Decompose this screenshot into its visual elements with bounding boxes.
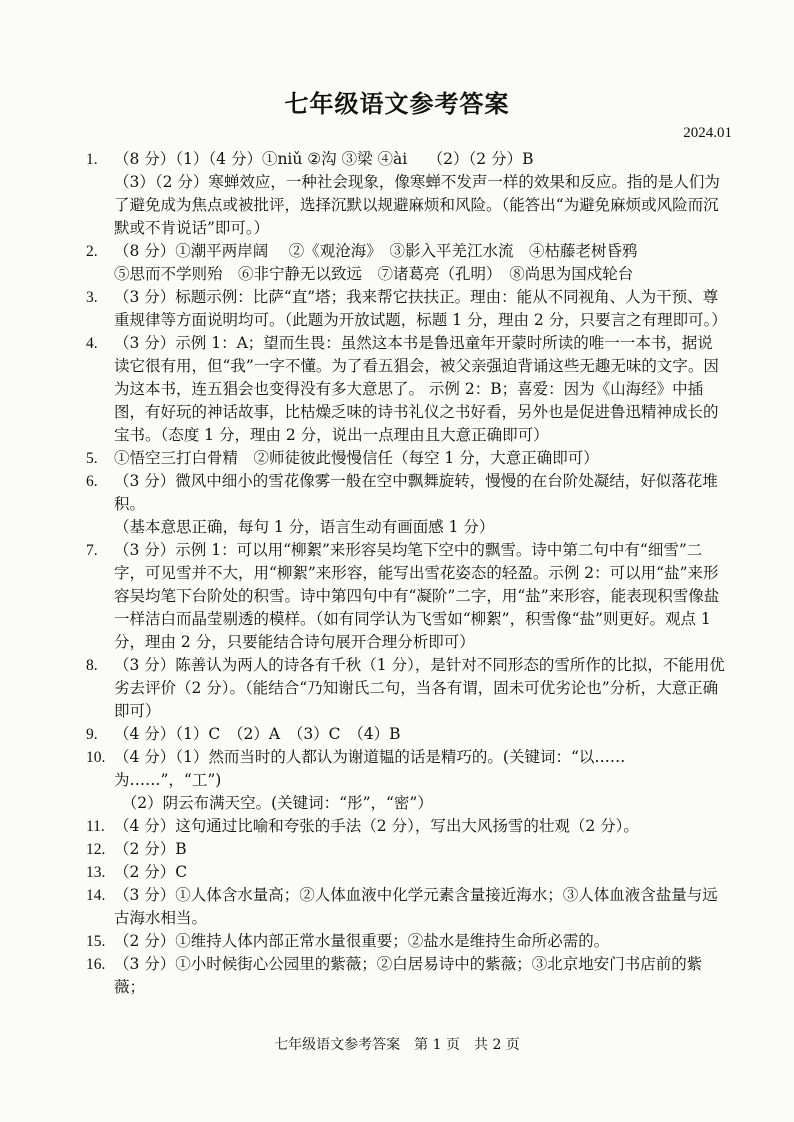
item-text: ①悟空三打白骨精 ②师徒彼此慢慢信任（每空 1 分，大意正确即可） xyxy=(114,449,599,467)
item-number: 10. xyxy=(86,749,106,766)
item-text: （3 分）微风中细小的雪花像雾一般在空中飘舞旋转，慢慢的在台阶处凝结，好似落花堆积。 xyxy=(114,472,718,513)
item-number: 14. xyxy=(86,887,106,904)
item-text: ⑤思而不学则殆 ⑥非宁静无以致远 ⑦诸葛亮（孔明） ⑧尚思为国戍轮台 xyxy=(114,265,634,283)
page-title: 七年级语文参考答案 xyxy=(284,90,510,118)
item-text: （3）（2 分）寒蝉效应，一种社会现象，像寒蝉不发声一样的效果和反应。指的是人们为了避免成为焦点或被批评，选择沉默以规避麻烦和风险。（能答出“为避免麻烦或风险而沉默或不肯说话”即可。） xyxy=(114,173,720,237)
item-number: 6. xyxy=(86,473,98,490)
item-text: （3 分）标题示例：比萨“直”塔；我来帮它扶扶正。理由：能从不同视角、人为干预、尊重规律等方面说明均可。（此题为开放试题，标题 1 分，理由 2 分，只要言之有理即可。） xyxy=(114,288,727,329)
item-text: （3 分）①小时候街心公园里的紫薇；②白居易诗中的紫薇；③北京地安门书店前的紫薇； xyxy=(114,955,703,996)
answer-item-9 xyxy=(86,723,726,746)
item-number: 3. xyxy=(86,289,98,306)
answer-item-13 xyxy=(86,861,726,884)
answer-item-15 xyxy=(86,930,726,953)
answer-item-16 xyxy=(86,953,726,999)
item-text: （2 分）B xyxy=(114,840,187,858)
item-text: （2 分）C xyxy=(114,863,188,881)
answer-list xyxy=(86,148,726,999)
item-text: （8 分）（1）（4 分）①niǔ ②沟 ③梁 ④ài （2）（2 分）B xyxy=(114,150,534,168)
answer-item-2 xyxy=(86,240,726,286)
item-number: 16. xyxy=(86,956,106,973)
item-text: （2 分）①维持人体内部正常水量很重要；②盐水是维持生命所必需的。 xyxy=(114,932,610,950)
item-number: 13. xyxy=(86,864,106,881)
item-number: 5. xyxy=(86,450,98,467)
item-text: （3 分）示例 1：A；望而生畏：虽然这本书是鲁迅童年开蒙时所读的唯一一本书，据说读它很有用，但“我”一字不懂。为了看五猖会，被父亲强迫背诵这些无趣无味的文字。因为这本书，连五猖会也变得没有多大意思了。 示例 2：B；喜爱：因为《山海经》中插图，有好玩的神话故事，比枯燥乏味的诗书礼仪之书好看，另外也是促进鲁迅精神成长的宝书。（态度 1 分，理由 2 分，说出一点理由且大意正确即可） xyxy=(114,334,719,444)
item-number: 7. xyxy=(86,542,98,559)
item-text: （3 分）陈善认为两人的诗各有千秋（1 分），是针对不同形态的雪所作的比拟，不能用优劣去评价（2 分）。（能结合“乃知谢氏二句，当各有谓，固未可优劣论也”分析，大意正确即可） xyxy=(114,656,725,720)
item-text: （3 分）示例 1：可以用“柳絮”来形容吴均笔下空中的飘雪。诗中第二句中有“细雪”二字，可见雪并不大，用“柳絮”来形容，能写出雪花姿态的轻盈。示例 2：可以用“盐”来形容吴均笔下台阶处的积雪。诗中第四句中有“凝阶”二字，用“盐”来形容，能表现积雪像盐一样洁白而晶莹剔透的模样。（如有同学认为飞雪如“柳絮”，积雪像“盐”则更好。观点 1 分，理由 2 分，只要能结合诗句展开合理分析即可） xyxy=(114,541,720,651)
item-number: 12. xyxy=(86,841,106,858)
item-number: 1. xyxy=(86,151,98,168)
item-text: （4 分）（1）C （2）A （3）C （4）B xyxy=(114,725,401,743)
answer-item-4 xyxy=(86,332,726,447)
document-date: 2024.01 xyxy=(683,125,732,141)
answer-item-8 xyxy=(86,654,726,723)
answer-item-14 xyxy=(86,884,726,930)
item-number: 8. xyxy=(86,657,98,674)
answer-item-6 xyxy=(86,470,726,539)
item-text: （3 分）①人体含水量高；②人体血液中化学元素含量接近海水；③人体血液含盐量与远古海水相当。 xyxy=(114,886,718,927)
answer-item-11 xyxy=(86,815,726,838)
answer-item-3 xyxy=(86,286,726,332)
item-text: （4 分）这句通过比喻和夸张的手法（2 分），写出大风扬雪的壮观（2 分）。 xyxy=(114,817,639,835)
item-text: （2）阴云布满天空。(关键词：“彤”，“密”） xyxy=(114,794,433,812)
item-number: 2. xyxy=(86,243,98,260)
item-number: 9. xyxy=(86,726,98,743)
item-number: 15. xyxy=(86,933,106,950)
item-number: 4. xyxy=(86,335,98,352)
item-text: （基本意思正确，每句 1 分，语言生动有画面感 1 分） xyxy=(114,518,495,536)
answer-item-10 xyxy=(86,746,726,815)
answer-item-5 xyxy=(86,447,726,470)
answer-item-1 xyxy=(86,148,726,240)
page-footer: 七年级语文参考答案 第 1 页 共 2 页 xyxy=(274,1037,520,1053)
item-text: （4 分）（1）然而当时的人都认为谢道韫的话是精巧的。(关键词：“以……为……”，“工”) xyxy=(114,748,626,789)
item-number: 11. xyxy=(86,818,105,835)
answer-item-7 xyxy=(86,539,726,654)
answer-item-12 xyxy=(86,838,726,861)
item-text: （8 分）①潮平两岸阔 ②《观沧海》 ③影入平羌江水流 ④枯藤老树昏鸦 xyxy=(114,242,638,260)
